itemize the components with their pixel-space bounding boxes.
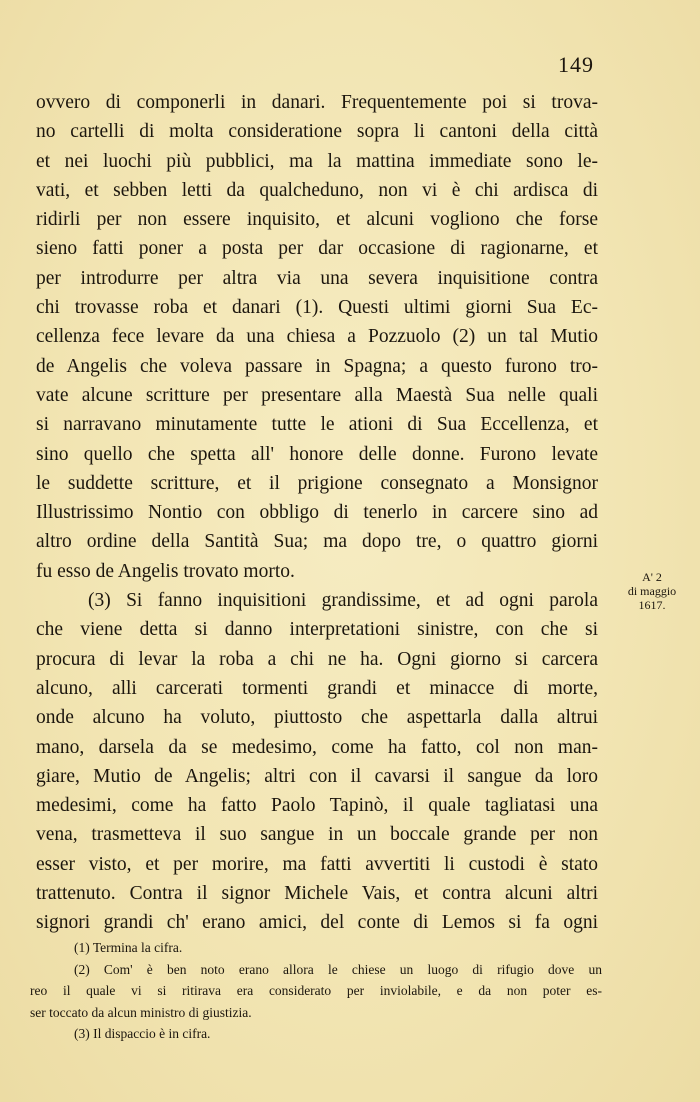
- margin-note-line: di maggio: [627, 584, 677, 598]
- footnote-line: ser toccato da alcun ministro di giustizia.: [30, 1004, 252, 1020]
- body-line: de Angelis che voleva passare in Spagna; a questo furono tro-: [36, 355, 598, 377]
- margin-note-line: A' 2: [642, 570, 662, 584]
- footnote-line: reo il quale vi si ritirava era considerato per inviolabile, e da non poter es-: [30, 983, 602, 998]
- body-line: le suddette scritture, et il prigione consegnato a Monsignor: [36, 472, 598, 494]
- footnotes: [30, 937, 602, 1045]
- body-line: ovvero di componerli in danari. Frequentemente poi si trova-: [36, 92, 598, 113]
- body-line: trattenuto. Contra il signor Michele Vais, et contra alcuni altri: [36, 883, 598, 905]
- body-line: cellenza fece levare da una chiesa a Pozzuolo (2) un tal Mutio: [36, 326, 598, 348]
- body-line: chi trovasse roba et danari (1). Questi ultimi giorni Sua Ec-: [36, 297, 598, 319]
- body-line: altro ordine della Santità Sua; ma dopo tre, o quattro giorni: [36, 531, 598, 553]
- footnote-line: (1) Termina la cifra.: [74, 940, 183, 955]
- body-line: fu esso de Angelis trovato morto.: [36, 560, 295, 582]
- page-number: 149: [558, 52, 594, 77]
- footnote-line: (2) Com' è ben noto erano allora le chiese un luogo di rifugio dove un: [74, 961, 602, 977]
- body-line: medesimi, come ha fatto Paolo Tapinò, il quale tagliatasi una: [36, 795, 598, 817]
- body-line: vate alcune scritture per presentare alla Maestà Sua nelle quali: [36, 384, 598, 406]
- body-line: no cartelli di molta consideratione sopra li cantoni della città: [36, 121, 598, 143]
- body-line: vena, trasmetteva il suo sangue in un boccale grande per non: [36, 824, 598, 846]
- body-line: giare, Mutio de Angelis; altri con il cavarsi il sangue da loro: [36, 765, 598, 787]
- body-line: per introdurre per altra via una severa inquisitione contra: [36, 267, 598, 289]
- margin-note-line: 1617.: [638, 598, 666, 612]
- body-line: onde alcuno ha voluto, piuttosto che aspettarla dalla altrui: [36, 707, 598, 729]
- body-line: signori grandi ch' erano amici, del conte di Lemos si fa ogni: [36, 912, 598, 934]
- body-line: mano, darsela da se medesimo, come ha fatto, col non man-: [36, 736, 598, 758]
- margin-date-note: [612, 570, 692, 612]
- body-line: Illustrissimo Nontio con obbligo di tenerlo in carcere sino ad: [36, 502, 598, 524]
- body-line: si narravano minutamente tutte le ationi di Sua Eccellenza, et: [36, 414, 598, 436]
- body-line: alcuno, alli carcerati tormenti grandi et minacce di morte,: [36, 677, 598, 699]
- body-line: sieno fatti poner a posta per dar occasione di ragionarne, et: [36, 238, 598, 260]
- body-line: et nei luochi più pubblici, ma la mattina immediate sono le-: [36, 150, 598, 172]
- body-line: (3) Si fanno inquisitioni grandissime, et ad ogni parola: [88, 590, 598, 612]
- body-text: [36, 88, 598, 938]
- body-line: vati, et sebben letti da qualcheduno, non vi è chi ardisca di: [36, 179, 598, 201]
- body-line: procura di levar la roba a chi ne ha. Ogni giorno si carcera: [36, 648, 598, 670]
- body-line: sino quello che spetta all' honore delle donne. Furono levate: [36, 443, 598, 465]
- footnote-line: (3) Il dispaccio è in cifra.: [74, 1026, 211, 1041]
- body-line: che viene detta si danno interpretationi sinistre, con che si: [36, 619, 598, 641]
- body-line: esser visto, et per morire, ma fatti avvertiti li custodi è stato: [36, 853, 598, 875]
- body-line: ridirli per non essere inquisito, et alcuni vogliono che forse: [36, 209, 598, 231]
